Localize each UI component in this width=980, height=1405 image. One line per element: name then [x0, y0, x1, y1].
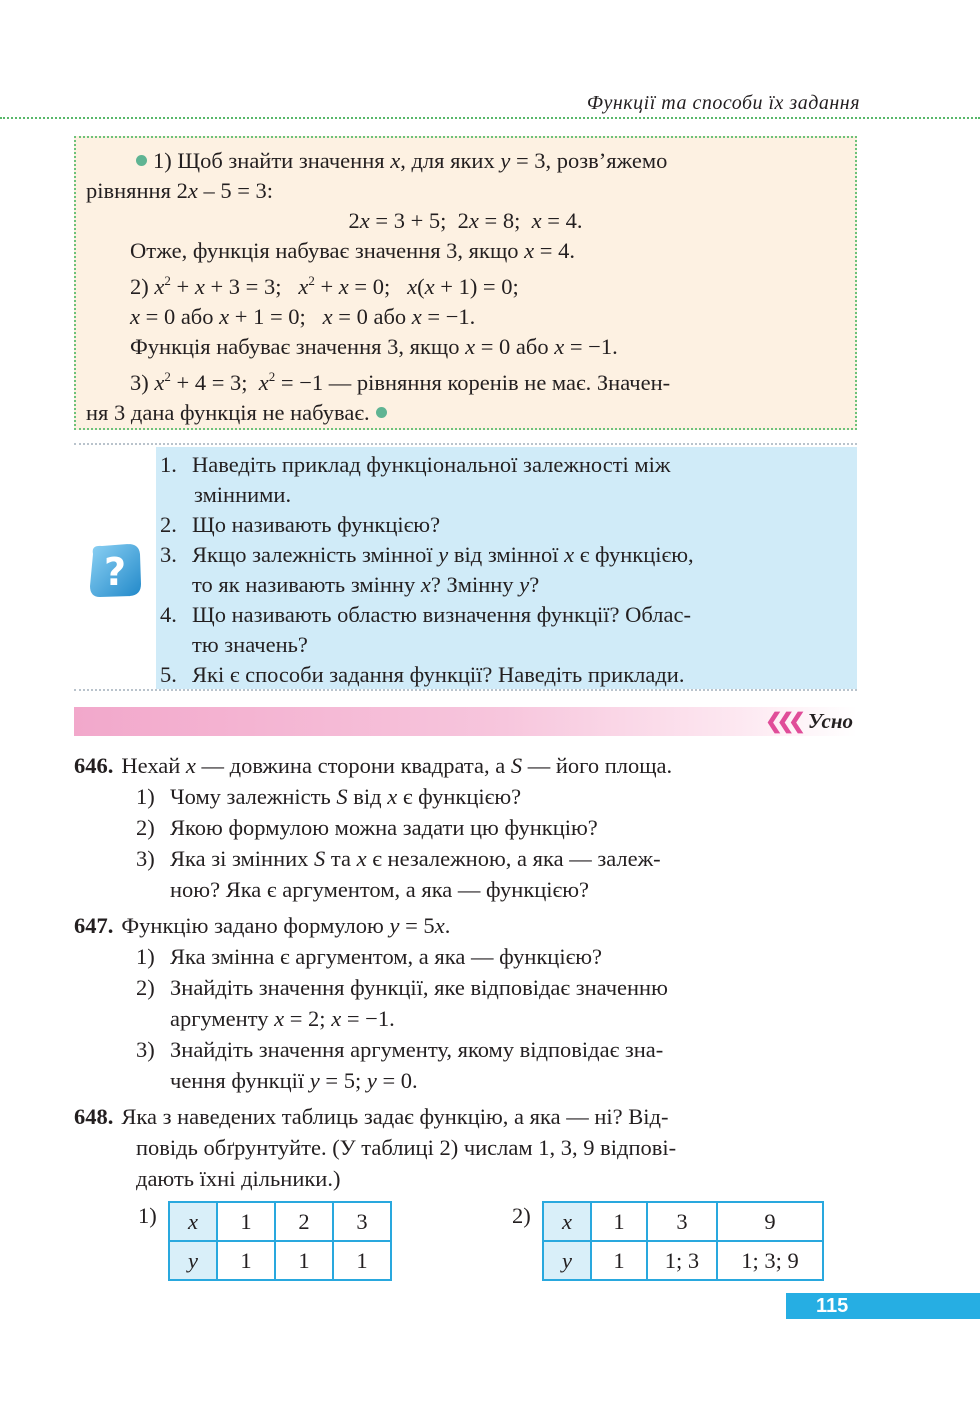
oral-section-bar	[74, 707, 857, 736]
exercise-subitem: 2) Якою формулою можна задати цю функцію?	[136, 815, 598, 840]
table-2	[542, 1201, 824, 1281]
question-icon	[84, 540, 146, 602]
exercise-subitem: 2) Знайдіть значення функції, яке відповідає значенню аргументу x = 2; x = −1.	[136, 975, 668, 1031]
solution-line-6: x = 0 або x + 1 = 0; x = 0 або x = −1.	[130, 304, 476, 329]
table-2-label: 2)	[512, 1203, 531, 1228]
page-number: 115	[786, 1293, 980, 1319]
question-item: 2. Що називають функцією?	[160, 512, 441, 537]
exercise-646: 646. Нехай x — довжина сторони квадрата, а S — його площа. 1) Чому залежність S від x є функцією? 2) Якою формулою можна задати цю функцію? 3) Яка зі змінних S та x є незалежною, а яка — залеж- ною? Яка є аргументом, а яка — функцією?	[74, 750, 857, 905]
exercise-subitem: 1) Яка змінна є аргументом, а яка — функцією?	[136, 944, 603, 969]
table-1-label: 1)	[138, 1203, 157, 1228]
solution-line-4: Отже, функція набуває значення 3, якщо x = 4.	[130, 238, 575, 263]
table-row: x 1 2 3	[169, 1202, 391, 1241]
exercise-648: 648. Яка з наведених таблиць задає функцію, а яка — ні? Від- повідь обґрунтуйте. (У таблиці 2) числам 1, 3, 9 відпові- дають їхні дільники.)	[74, 1104, 677, 1191]
exercise-subitem: 3) Знайдіть значення аргументу, якому відповідає зна- чення функції y = 5; y = 0.	[136, 1037, 664, 1093]
question-item: 1. Наведіть приклад функціональної залежності між змінними.	[160, 452, 671, 507]
table-row: x 1 3 9	[543, 1202, 823, 1241]
review-questions	[156, 447, 857, 689]
table-row: y 1 1; 3 1; 3; 9	[543, 1241, 823, 1280]
table-1	[168, 1201, 392, 1281]
question-item: 5. Які є способи задання функції? Наведіть приклади.	[160, 662, 685, 687]
header-rule	[0, 117, 980, 119]
solution-box	[74, 136, 857, 430]
exercise-647: 647. Функцію задано формулою y = 5x. 1) Яка змінна є аргументом, а яка — функцією? 2) Знайдіть значення функції, яке відповідає значенню аргументу x = 2; x = −1. 3) Знайдіть значення аргументу, якому відповідає зна- чення функції y = 5; y = 0.	[74, 910, 857, 1096]
triple-chevron-icon: ❮❮❮	[765, 709, 800, 733]
question-item: 4. Що називають областю визначення функції? Облас- тю значень?	[160, 602, 691, 657]
question-item: 3. Якщо залежність змінної y від змінної x є функцією, то як називають змінну x? Змінну y?	[160, 542, 694, 597]
solution-line-1: 1) Щоб знайти значення x, для яких y = 3, розв’яжемо	[86, 146, 845, 176]
solution-line-3: 2x = 3 + 5; 2x = 8; x = 4.	[348, 208, 583, 233]
exercise-subitem: 3) Яка зі змінних S та x є незалежною, а яка — залеж- ною? Яка є аргументом, а яка — функцією?	[136, 846, 661, 902]
exercise-subitem: 1) Чому залежність S від x є функцією?	[136, 784, 522, 809]
solution-line-5: 2) $x^2 + x + 3 = 3$; $x^2 + x = 0$; x(x + 1) = 0;	[130, 273, 519, 299]
bullet-dot-icon	[376, 407, 387, 418]
solution-line-8: 3) $x^2 + 4 = 3$; $x^2 = -1$ — рівняння коренів не має. Значен-	[130, 369, 671, 395]
exercises	[74, 750, 857, 1194]
solution-line-7: Функція набуває значення 3, якщо x = 0 або x = −1.	[130, 334, 618, 359]
solution-line-2: рівняння 2x – 5 = 3:	[86, 178, 274, 203]
table-row: y 1 1 1	[169, 1241, 391, 1280]
solution-line-9: ня 3 дана функція не набуває.	[86, 398, 845, 428]
running-head: Функції та способи їх задання	[586, 92, 860, 114]
svg-text:?: ?	[103, 550, 127, 594]
oral-section-label: ❮❮❮ Усно	[765, 709, 853, 733]
bullet-dot-icon	[136, 155, 147, 166]
